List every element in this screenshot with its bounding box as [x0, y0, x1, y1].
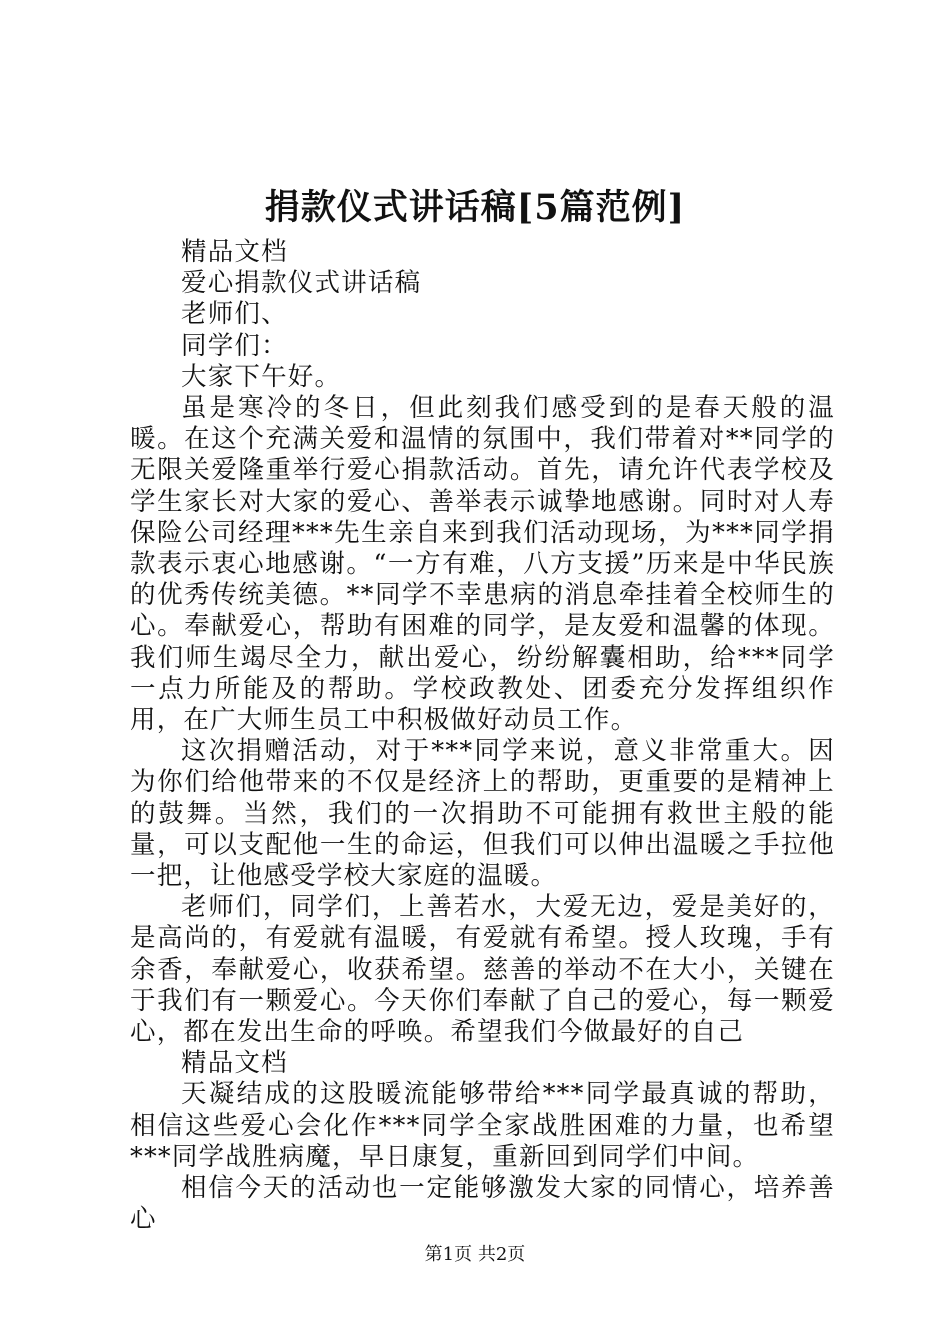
paragraph-body-2: 这次捐赠活动，对于***同学来说，意义非常重大。因为你们给他带来的不仅是经济上的帮助，更重要的是精神上的鼓舞。当然，我们的一次捐助不可能拥有救世主般的能量，可以支配他一生的命运，但我们可以伸出温暖之手拉他一把，让他感受学校大家庭的温暖。: [130, 736, 835, 892]
page-footer: 第1页 共2页: [424, 1244, 526, 1265]
paragraph-header-label: 精品文档: [181, 237, 288, 267]
paragraph-salutation-teachers: 老师们、: [181, 299, 288, 330]
document-body: [130, 237, 835, 1236]
paragraph-body-1: 虽是寒冷的冬日，但此刻我们感受到的是春天般的温暖。在这个充满关爱和温情的氛围中，我们带着对**同学的无限关爱隆重举行爱心捐款活动。首先，请允许代表学校及学生家长对大家的爱心、善举表示诚挚地感谢。同时对人寿保险公司经理***先生亲自来到我们活动现场，为***同学捐款表示衷心地感谢。“一方有难，八方支援”历来是中华民族的优秀传统美德。**同学不幸患病的消息牵挂着全校师生的心。奉献爱心，帮助有困难的同学，是友爱和温馨的体现。我们师生竭尽全力，献出爱心，纷纷解囊相助，给***同学一点力所能及的帮助。学校政教处、团委充分发挥组织作用，在广大师生员工中积极做好动员工作。: [130, 393, 835, 736]
document-title: 捐款仪式讲话稿[5篇范例]: [264, 187, 686, 228]
paragraph-body-5: 相信今天的活动也一定能够激发大家的同情心，培养善心: [130, 1173, 835, 1235]
paragraph-salutation-students: 同学们：: [181, 330, 288, 361]
paragraph-subtitle: 爱心捐款仪式讲话稿: [181, 268, 422, 299]
paragraph-inline-label: 精品文档: [181, 1048, 288, 1079]
paragraph-body-4: 天凝结成的这股暖流能够带给***同学最真诚的帮助，相信这些爱心会化作***同学全家战胜困难的力量，也希望***同学战胜病魔，早日康复，重新回到同学们中间。: [130, 1079, 835, 1172]
paragraph-greeting: 大家下午好。: [181, 361, 342, 392]
paragraph-body-3: 老师们，同学们，上善若水，大爱无边，爱是美好的，是高尚的，有爱就有温暖，有爱就有希望。授人玫瑰，手有余香，奉献爱心，收获希望。慈善的举动不在大小，关键在于我们有一颗爱心。今天你们奉献了自己的爱心，每一颗爱心，都在发出生命的呼唤。希望我们今做最好的自己: [130, 892, 835, 1048]
